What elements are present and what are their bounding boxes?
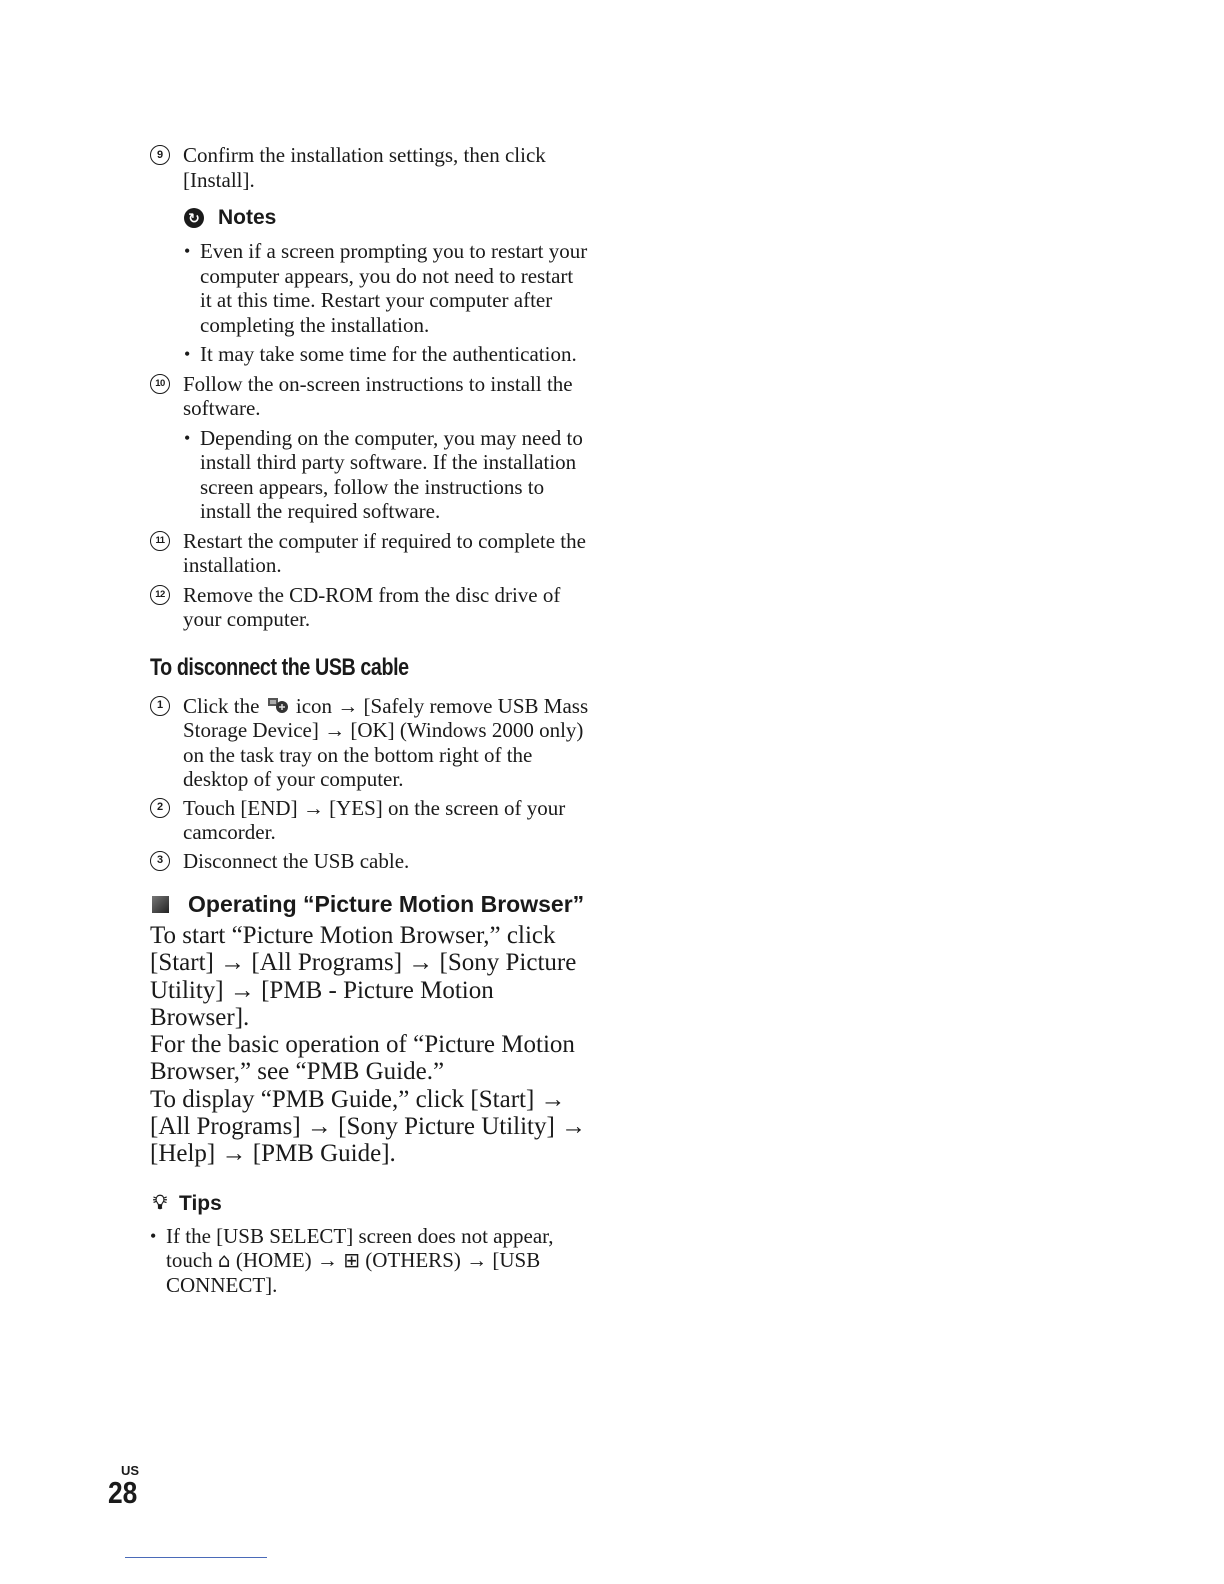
- step-11: [150, 529, 590, 578]
- home-icon: ⌂: [217, 1248, 231, 1273]
- note-item: • Even if a screen prompting you to restart your computer appears, you do not need to restart it at this time. Restart your computer after completing the installation.: [184, 239, 588, 337]
- step-text: Disconnect the USB cable.: [183, 848, 410, 873]
- pmb-paragraph-1: To start “Picture Motion Browser,” click [Start] → [All Programs] → [Sony Picture Utility] → [PMB - Picture Motion Browser].: [150, 922, 577, 1031]
- step-12: [150, 583, 590, 632]
- page-region: US: [121, 1463, 140, 1478]
- step-number: 12: [150, 585, 170, 605]
- step-number: 1: [150, 696, 170, 716]
- usb-step-2: [150, 796, 590, 845]
- step-number: 3: [150, 851, 170, 871]
- step-text: Click the icon → [Safely remove USB Mass Storage Device] → [OK] (Windows 2000 only) on the task tray on the bottom right of the desktop of your computer.: [183, 693, 589, 791]
- tips-heading: 💡︎ Tips: [153, 1191, 222, 1215]
- step-number: 11: [150, 531, 170, 551]
- page-num: 28: [108, 1475, 138, 1510]
- notes-icon: ↻: [184, 208, 204, 228]
- tip-item: • If the [USB SELECT] screen does not appear, touch ⌂ (HOME) → ⊞ (OTHERS) → [USB CONNECT].: [150, 1223, 554, 1297]
- divider: [125, 1557, 267, 1558]
- usb-step-3: [150, 849, 590, 874]
- step-text: Follow the on-screen instructions to install the software.: [183, 371, 573, 420]
- others-grid-icon: ⊞: [343, 1248, 360, 1273]
- section-marker-icon: [152, 896, 169, 913]
- usb-heading: To disconnect the USB cable: [150, 653, 409, 681]
- step-number: 2: [150, 798, 170, 818]
- pmb-heading: Operating “Picture Motion Browser”: [150, 891, 590, 918]
- lightbulb-icon: 💡︎: [153, 1192, 167, 1215]
- usb-step-1: [150, 694, 590, 792]
- step-text: Confirm the installation settings, then click [Install].: [183, 143, 546, 192]
- pmb-paragraph-2: For the basic operation of “Picture Motion Browser,” see “PMB Guide.”: [150, 1031, 575, 1086]
- notes-list: [184, 239, 590, 367]
- step-number: 9: [150, 145, 170, 165]
- list-item: • Depending on the computer, you may need to install third party software. If the installation screen appears, follow the instructions to install the required software.: [184, 425, 583, 523]
- page-content: [150, 143, 590, 1297]
- note-item: • It may take some time for the authentication.: [184, 342, 577, 366]
- step-10: [150, 372, 590, 421]
- step-number: 10: [150, 374, 170, 394]
- step-9: [150, 143, 590, 192]
- safely-remove-hardware-icon: [265, 695, 291, 713]
- pmb-paragraph-3: To display “PMB Guide,” click [Start] → [All Programs] → [Sony Picture Utility] → [Help] → [PMB Guide].: [150, 1085, 587, 1168]
- step-text: Restart the computer if required to complete the installation.: [183, 528, 586, 577]
- notes-title: Notes: [218, 206, 277, 229]
- step-text: Remove the CD-ROM from the disc drive of your computer.: [183, 582, 561, 631]
- notes-heading: [184, 206, 590, 230]
- page-number: [108, 1463, 142, 1508]
- step-text: Touch [END] → [YES] on the screen of your camcorder.: [183, 795, 566, 844]
- step-10-bullets: [184, 426, 590, 524]
